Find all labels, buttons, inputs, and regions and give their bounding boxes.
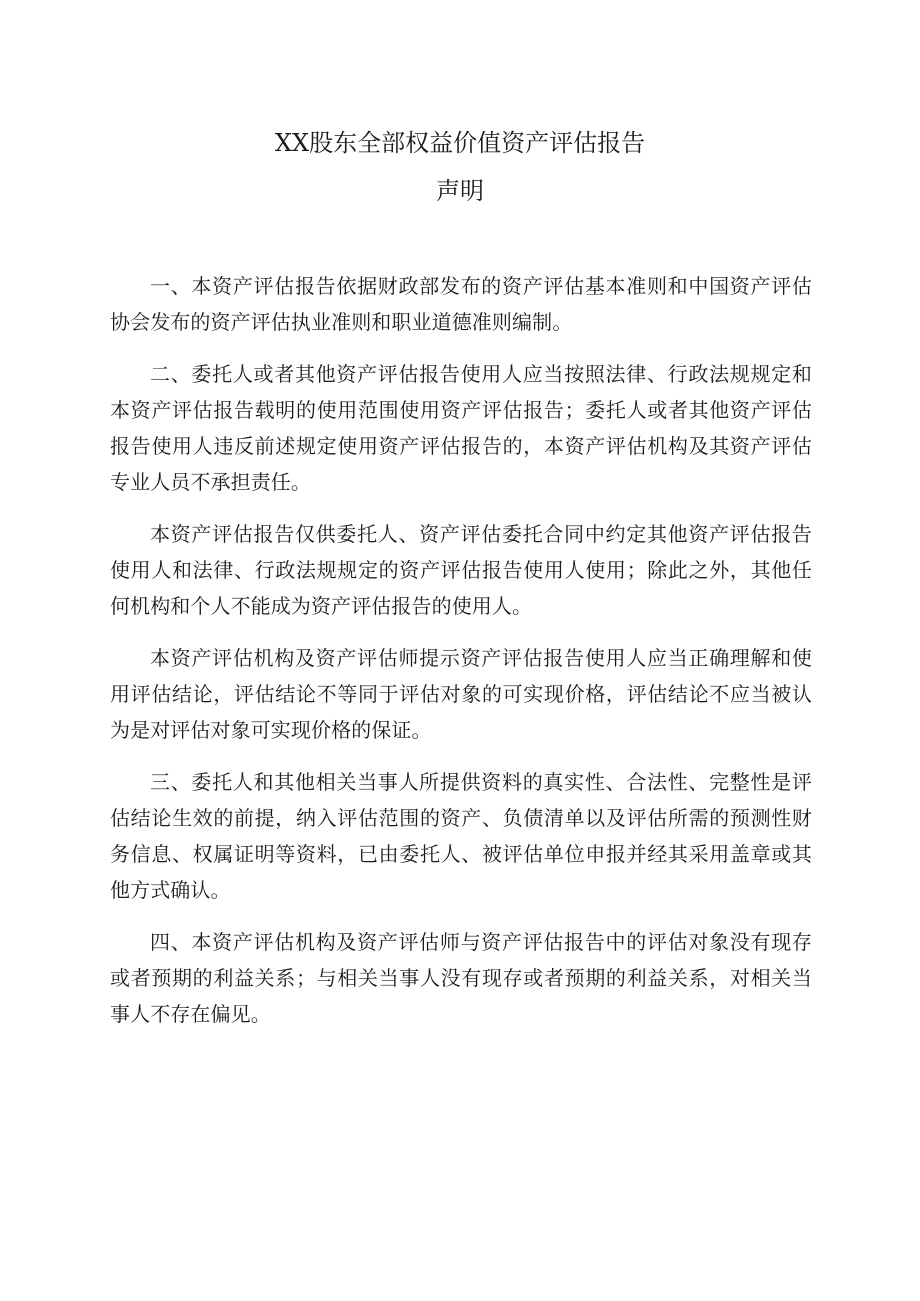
- paragraph: 本资产评估机构及资产评估师提示资产评估报告使用人应当正确理解和使用评估结论，评估结论不等同于评估对象的可实现价格，评估结论不应当被认为是对评估对象可实现价格的保证。: [110, 646, 812, 742]
- paragraph: 三、委托人和其他相关当事人所提供资料的真实性、合法性、完整性是评估结论生效的前提，纳入评估范围的资产、负债清单以及评估所需的预测性财务信息、权属证明等资料，已由委托人、被评估单位申报并经其采用盖章或其他方式确认。: [110, 770, 812, 902]
- paragraph: 二、委托人或者其他资产评估报告使用人应当按照法律、行政法规规定和本资产评估报告载明的使用范围使用资产评估报告；委托人或者其他资产评估报告使用人违反前述规定使用资产评估报告的，本资产评估机构及其资产评估专业人员不承担责任。: [110, 362, 812, 494]
- report-title: XX股东全部权益价值资产评估报告: [274, 129, 646, 157]
- paragraph: 四、本资产评估机构及资产评估师与资产评估报告中的评估对象没有现存或者预期的利益关系；与相关当事人没有现存或者预期的利益关系，对相关当事人不存在偏见。: [110, 930, 812, 1026]
- statement-body: [110, 268, 812, 1048]
- paragraph: 一、本资产评估报告依据财政部发布的资产评估基本准则和中国资产评估协会发布的资产评估执业准则和职业道德准则编制。: [110, 274, 812, 334]
- paragraph: 本资产评估报告仅供委托人、资产评估委托合同中约定其他资产评估报告使用人和法律、行政法规规定的资产评估报告使用人使用；除此之外，其他任何机构和个人不能成为资产评估报告的使用人。: [110, 522, 812, 618]
- section-title: 声明: [436, 177, 484, 205]
